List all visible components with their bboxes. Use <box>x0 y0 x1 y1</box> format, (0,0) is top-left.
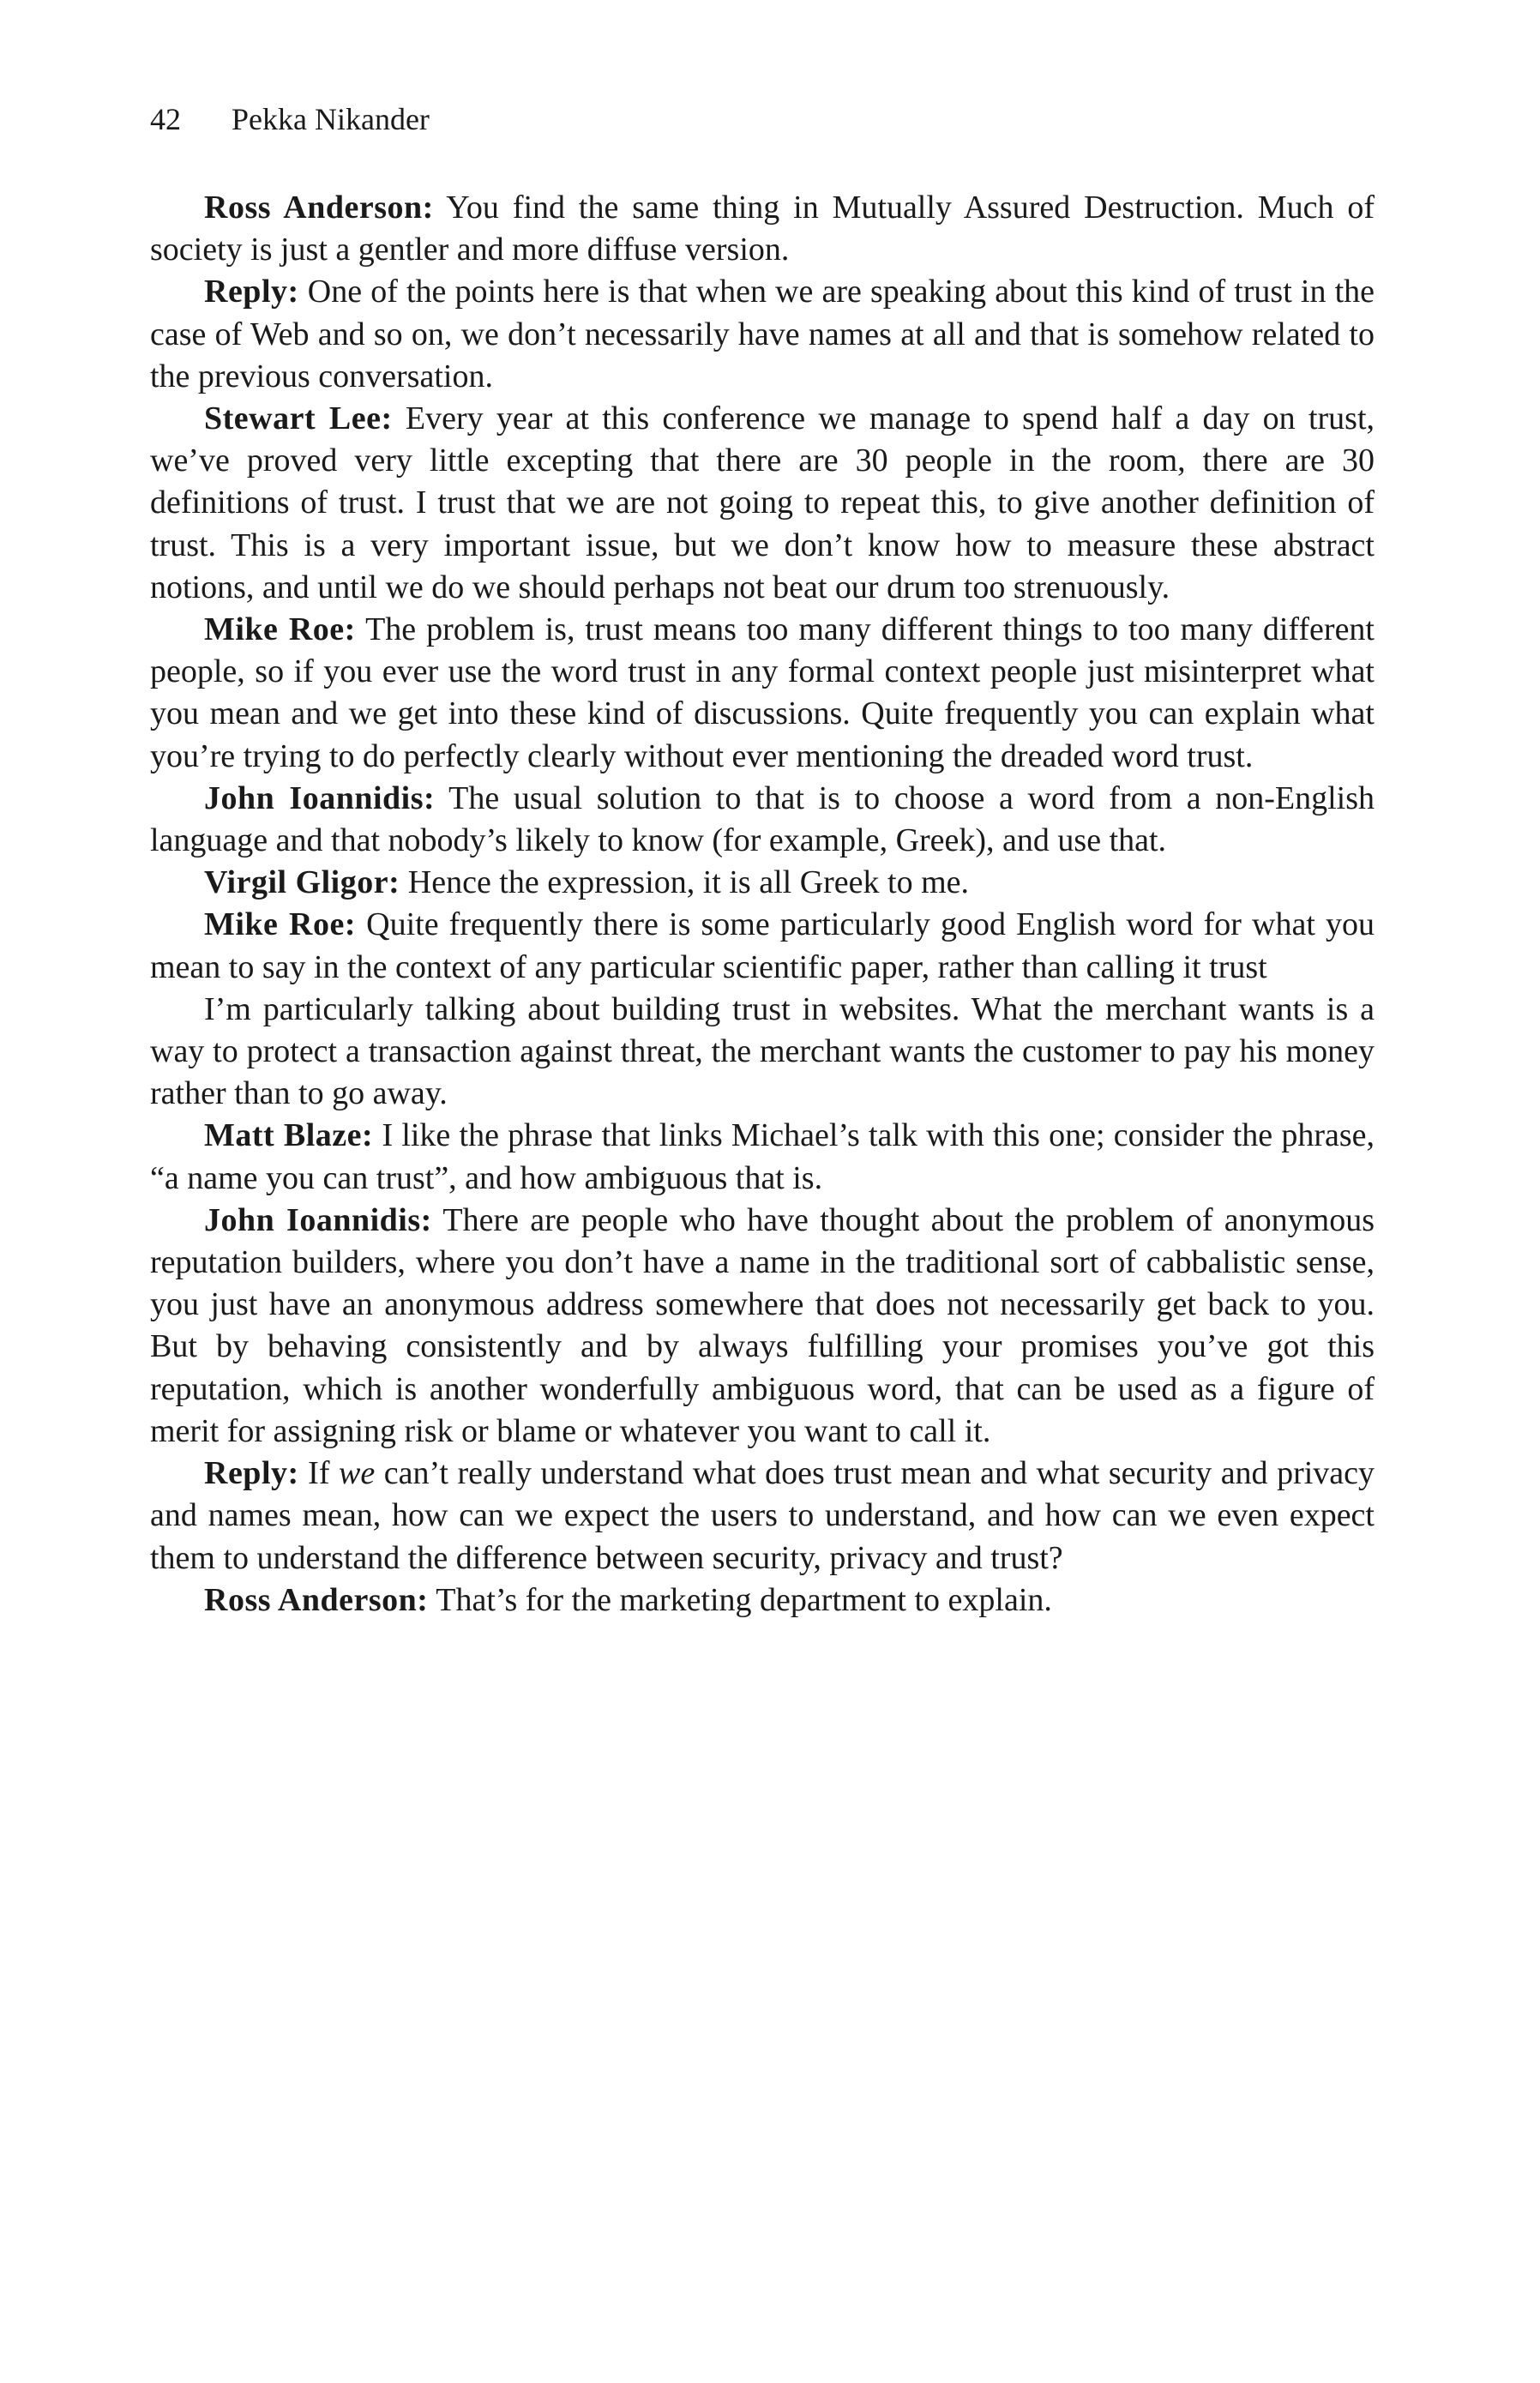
speaker-name: Mike Roe: <box>204 906 357 943</box>
paragraph <box>150 1200 1375 1453</box>
paragraph-text: Hence the expression, it is all Greek to me. <box>407 864 970 901</box>
paragraph-text: can’t really understand what does trust mean and what security and privacy and names mean, how can we expect the users to understand, and how can we even expect them to understand the difference between security, privacy and trust? <box>150 1455 1375 1576</box>
paragraph-text: That’s for the marketing department to explain. <box>436 1581 1052 1618</box>
speaker-name: Matt Blaze: <box>204 1117 374 1154</box>
speaker-name: John Ioannidis: <box>204 1201 432 1238</box>
paragraph-text: I like the phrase that links Michael’s talk with this one; consider the phrase, “a name you can trust”, and how ambiguous that is. <box>150 1117 1375 1196</box>
paragraph-text: Quite frequently there is some particularly good English word for what you mean to say in the context of any particular scientific paper, rather than calling it trust <box>150 906 1375 985</box>
paragraph <box>150 271 1375 398</box>
paragraph-text: Every year at this conference we manage to spend half a day on trust, we’ve proved very little excepting that there are 30 people in the room, there are 30 definitions of trust. I trust that we are not going to repeat this, to give another definition of trust. This is a very important issue, but we don’t know how to measure these abstract notions, and until we do we should perhaps not beat our drum too strenuously. <box>150 400 1375 605</box>
paragraph-text: There are people who have thought about the problem of anonymous reputation builders, where you don’t have a name in the traditional sort of cabbalistic sense, you just have an anonymous address somewhere that does not necessarily get back to you. But by behaving consistently and by always fulfilling your promises you’ve got this reputation, which is another wonderfully ambiguous word, that can be used as a figure of merit for assigning risk or blame or whatever you want to call it. <box>150 1201 1375 1449</box>
page-number: 42 <box>150 102 181 136</box>
paragraph <box>150 1580 1375 1622</box>
paragraph <box>150 1115 1375 1199</box>
emphasized-word: we <box>339 1455 376 1492</box>
speaker-name: Reply: <box>204 274 299 310</box>
header-author: Pekka Nikander <box>232 102 430 136</box>
paragraph <box>150 1453 1375 1580</box>
paragraph <box>150 862 1375 904</box>
discussion-transcript <box>150 187 1375 1622</box>
paragraph-text: You find the same thing in Mutually Assured Destruction. Much of society is just a gentler and more diffuse version. <box>150 190 1375 268</box>
paragraph-lead: If <box>308 1455 330 1492</box>
paragraph <box>150 187 1375 271</box>
speaker-name: Ross Anderson: <box>204 190 434 226</box>
paragraph <box>150 989 1375 1116</box>
paragraph <box>150 904 1375 988</box>
speaker-name: Stewart Lee: <box>204 400 393 437</box>
paragraph-text: The problem is, trust means too many different things to too many different people, so if you ever use the word trust in any formal context people just misinterpret what you mean and we get into these kind of discussions. Quite frequently you can explain what you’re trying to do perfectly clearly without ever mentioning the dreaded word trust. <box>150 611 1375 774</box>
speaker-name: Ross Anderson: <box>204 1581 429 1618</box>
paragraph <box>150 778 1375 862</box>
speaker-name: Virgil Gligor: <box>204 864 400 901</box>
paragraph-text: One of the points here is that when we are speaking about this kind of trust in the case of Web and so on, we don’t necessarily have names at all and that is somehow related to the previous conversation. <box>150 274 1375 394</box>
speaker-name: John Ioannidis: <box>204 779 436 816</box>
paragraph-text: The usual solution to that is to choose a word from a non-English language and that nobody’s likely to know (for example, Greek), and use that. <box>150 779 1375 859</box>
paragraph <box>150 609 1375 778</box>
paragraph <box>150 398 1375 609</box>
running-header <box>150 101 430 137</box>
speaker-name: Mike Roe: <box>204 611 356 648</box>
paragraph-text: I’m particularly talking about building trust in websites. What the merchant wants is a way to protect a transaction against threat, the merchant wants the customer to pay his money rather than to go away. <box>150 990 1375 1112</box>
speaker-name: Reply: <box>204 1455 299 1492</box>
